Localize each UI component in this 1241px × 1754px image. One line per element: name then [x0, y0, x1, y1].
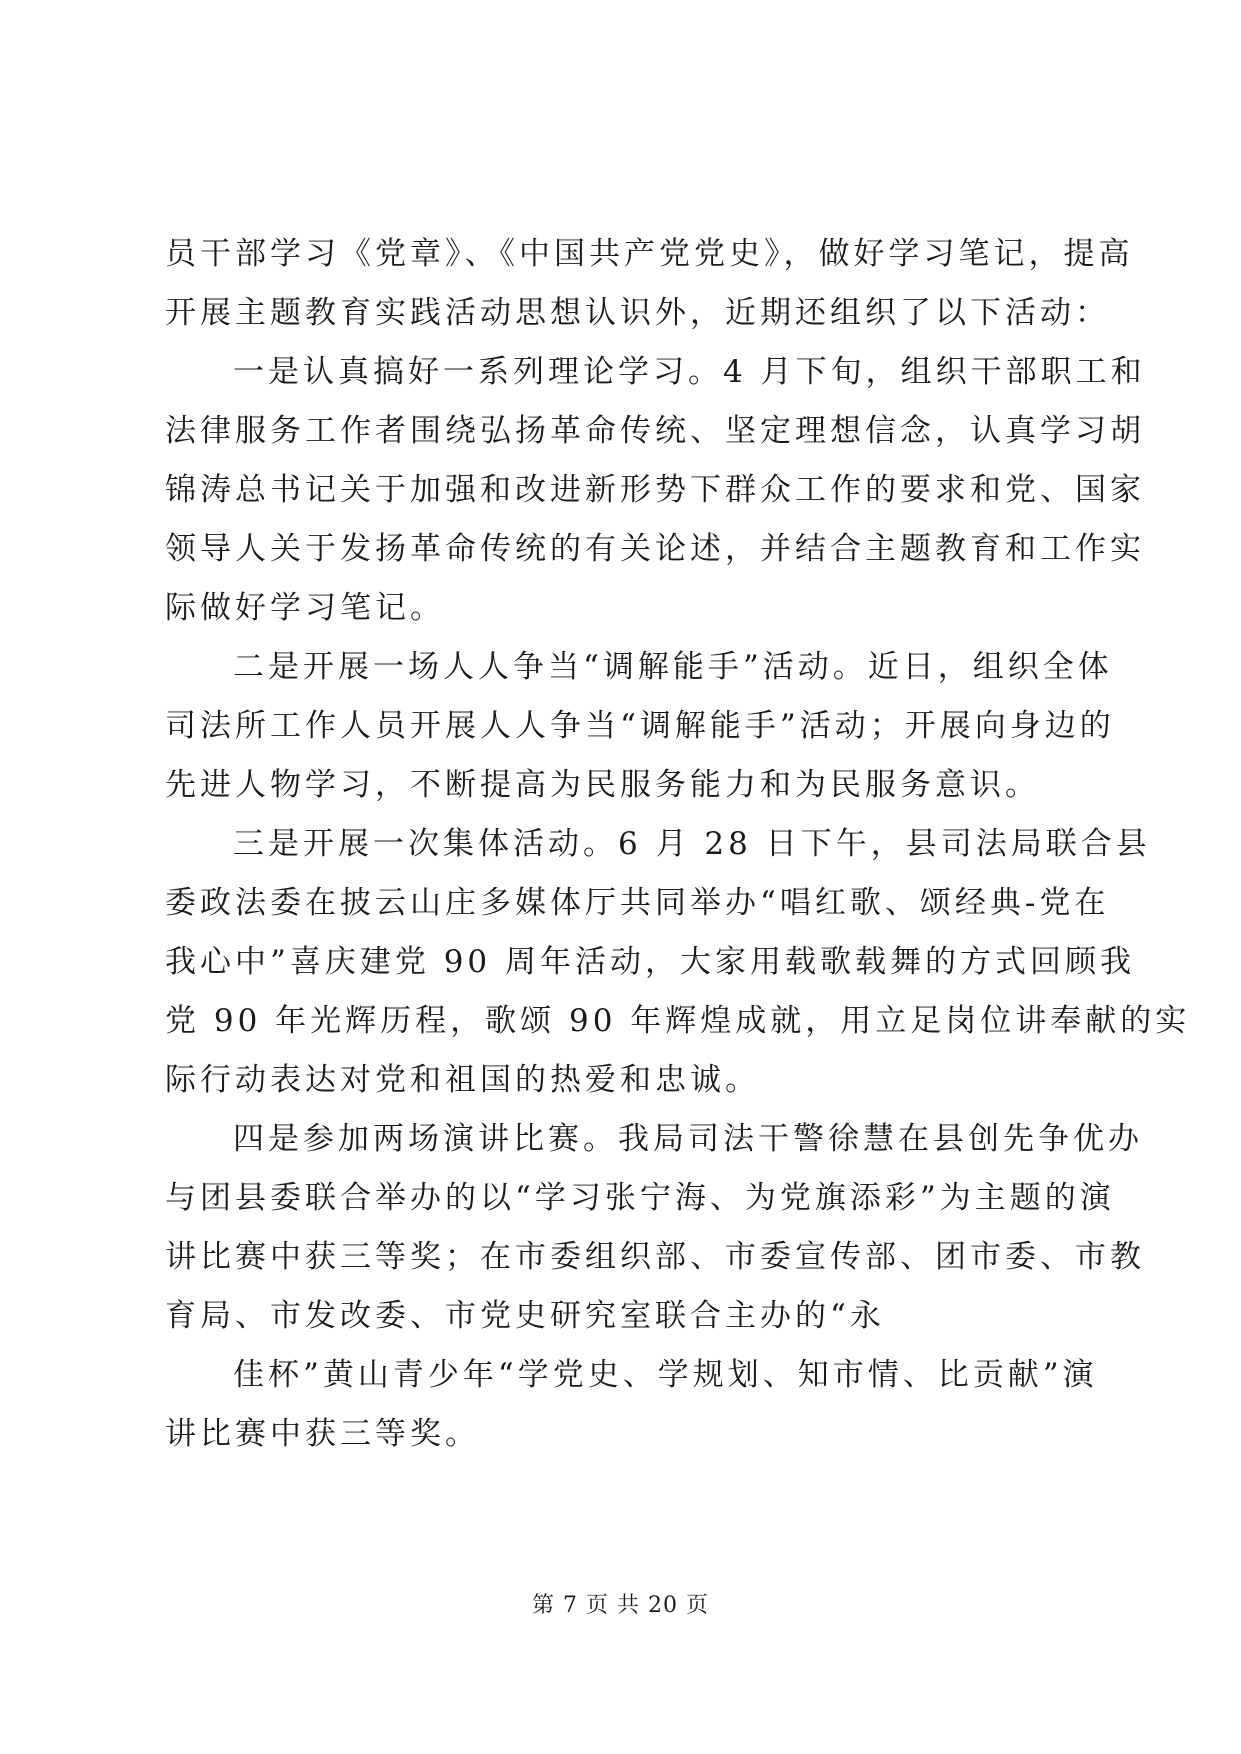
text-line: 三是开展一次集体活动。6 月 28 日下午，县司法局联合县 — [233, 826, 1151, 862]
text-line: 司法所工作人员开展人人争当“调解能手”活动；开展向身边的 — [165, 708, 1115, 744]
text-line: 讲比赛中获三等奖。 — [165, 1416, 480, 1452]
text-line: 一是认真搞好一系列理论学习。4 月下旬，组织干部职工和 — [233, 354, 1146, 390]
text-line: 际行动表达对党和祖国的热爱和忠诚。 — [165, 1062, 760, 1098]
text-line: 先进人物学习，不断提高为民服务能力和为民服务意识。 — [165, 767, 1040, 803]
paragraph-intro — [165, 225, 1134, 343]
text-line: 际做好学习笔记。 — [165, 590, 445, 626]
text-line: 党 90 年光辉历程，歌颂 90 年辉煌成就，用立足岗位讲奉献的实 — [165, 1003, 1191, 1039]
text-line: 讲比赛中获三等奖；在市委组织部、市委宣传部、团市委、市教 — [165, 1239, 1145, 1275]
text-line: 与团县委联合举办的以“学习张宁海、为党旗添彩”为主题的演 — [165, 1180, 1115, 1216]
text-line: 领导人关于发扬革命传统的有关论述，并结合主题教育和工作实 — [165, 531, 1145, 567]
text-line: 我心中”喜庆建党 90 周年活动，大家用载歌载舞的方式回顾我 — [165, 944, 1135, 980]
text-line: 开展主题教育实践活动思想认识外，近期还组织了以下活动： — [165, 295, 1110, 331]
text-line: 育局、市发改委、市党史研究室联合主办的“永 — [165, 1298, 885, 1334]
paragraph-item-3 — [165, 815, 1191, 1110]
text-line: 委政法委在披云山庄多媒体厅共同举办“唱红歌、颂经典-党在 — [165, 885, 1110, 921]
page-number-footer: 第 7 页 共 20 页 — [532, 1593, 709, 1618]
text-line: 锦涛总书记关于加强和改进新形势下群众工作的要求和党、国家 — [165, 472, 1145, 508]
paragraph-item-4 — [165, 1110, 1145, 1346]
paragraph-item-1 — [165, 343, 1146, 638]
paragraph-item-4-continued — [165, 1346, 1098, 1464]
text-line: 法律服务工作者围绕弘扬革命传统、坚定理想信念，认真学习胡 — [165, 413, 1145, 449]
text-line: 四是参加两场演讲比赛。我局司法干警徐慧在县创先争优办 — [233, 1121, 1143, 1157]
paragraph-item-2 — [165, 638, 1115, 815]
text-line: 佳杯”黄山青少年“学党史、学规划、知市情、比贡献”演 — [233, 1357, 1098, 1393]
text-line: 二是开展一场人人争当“调解能手”活动。近日，组织全体 — [233, 649, 1113, 685]
text-line: 员干部学习《党章》、《中国共产党党史》，做好学习笔记，提高 — [165, 236, 1134, 272]
document-body — [165, 225, 1191, 1464]
